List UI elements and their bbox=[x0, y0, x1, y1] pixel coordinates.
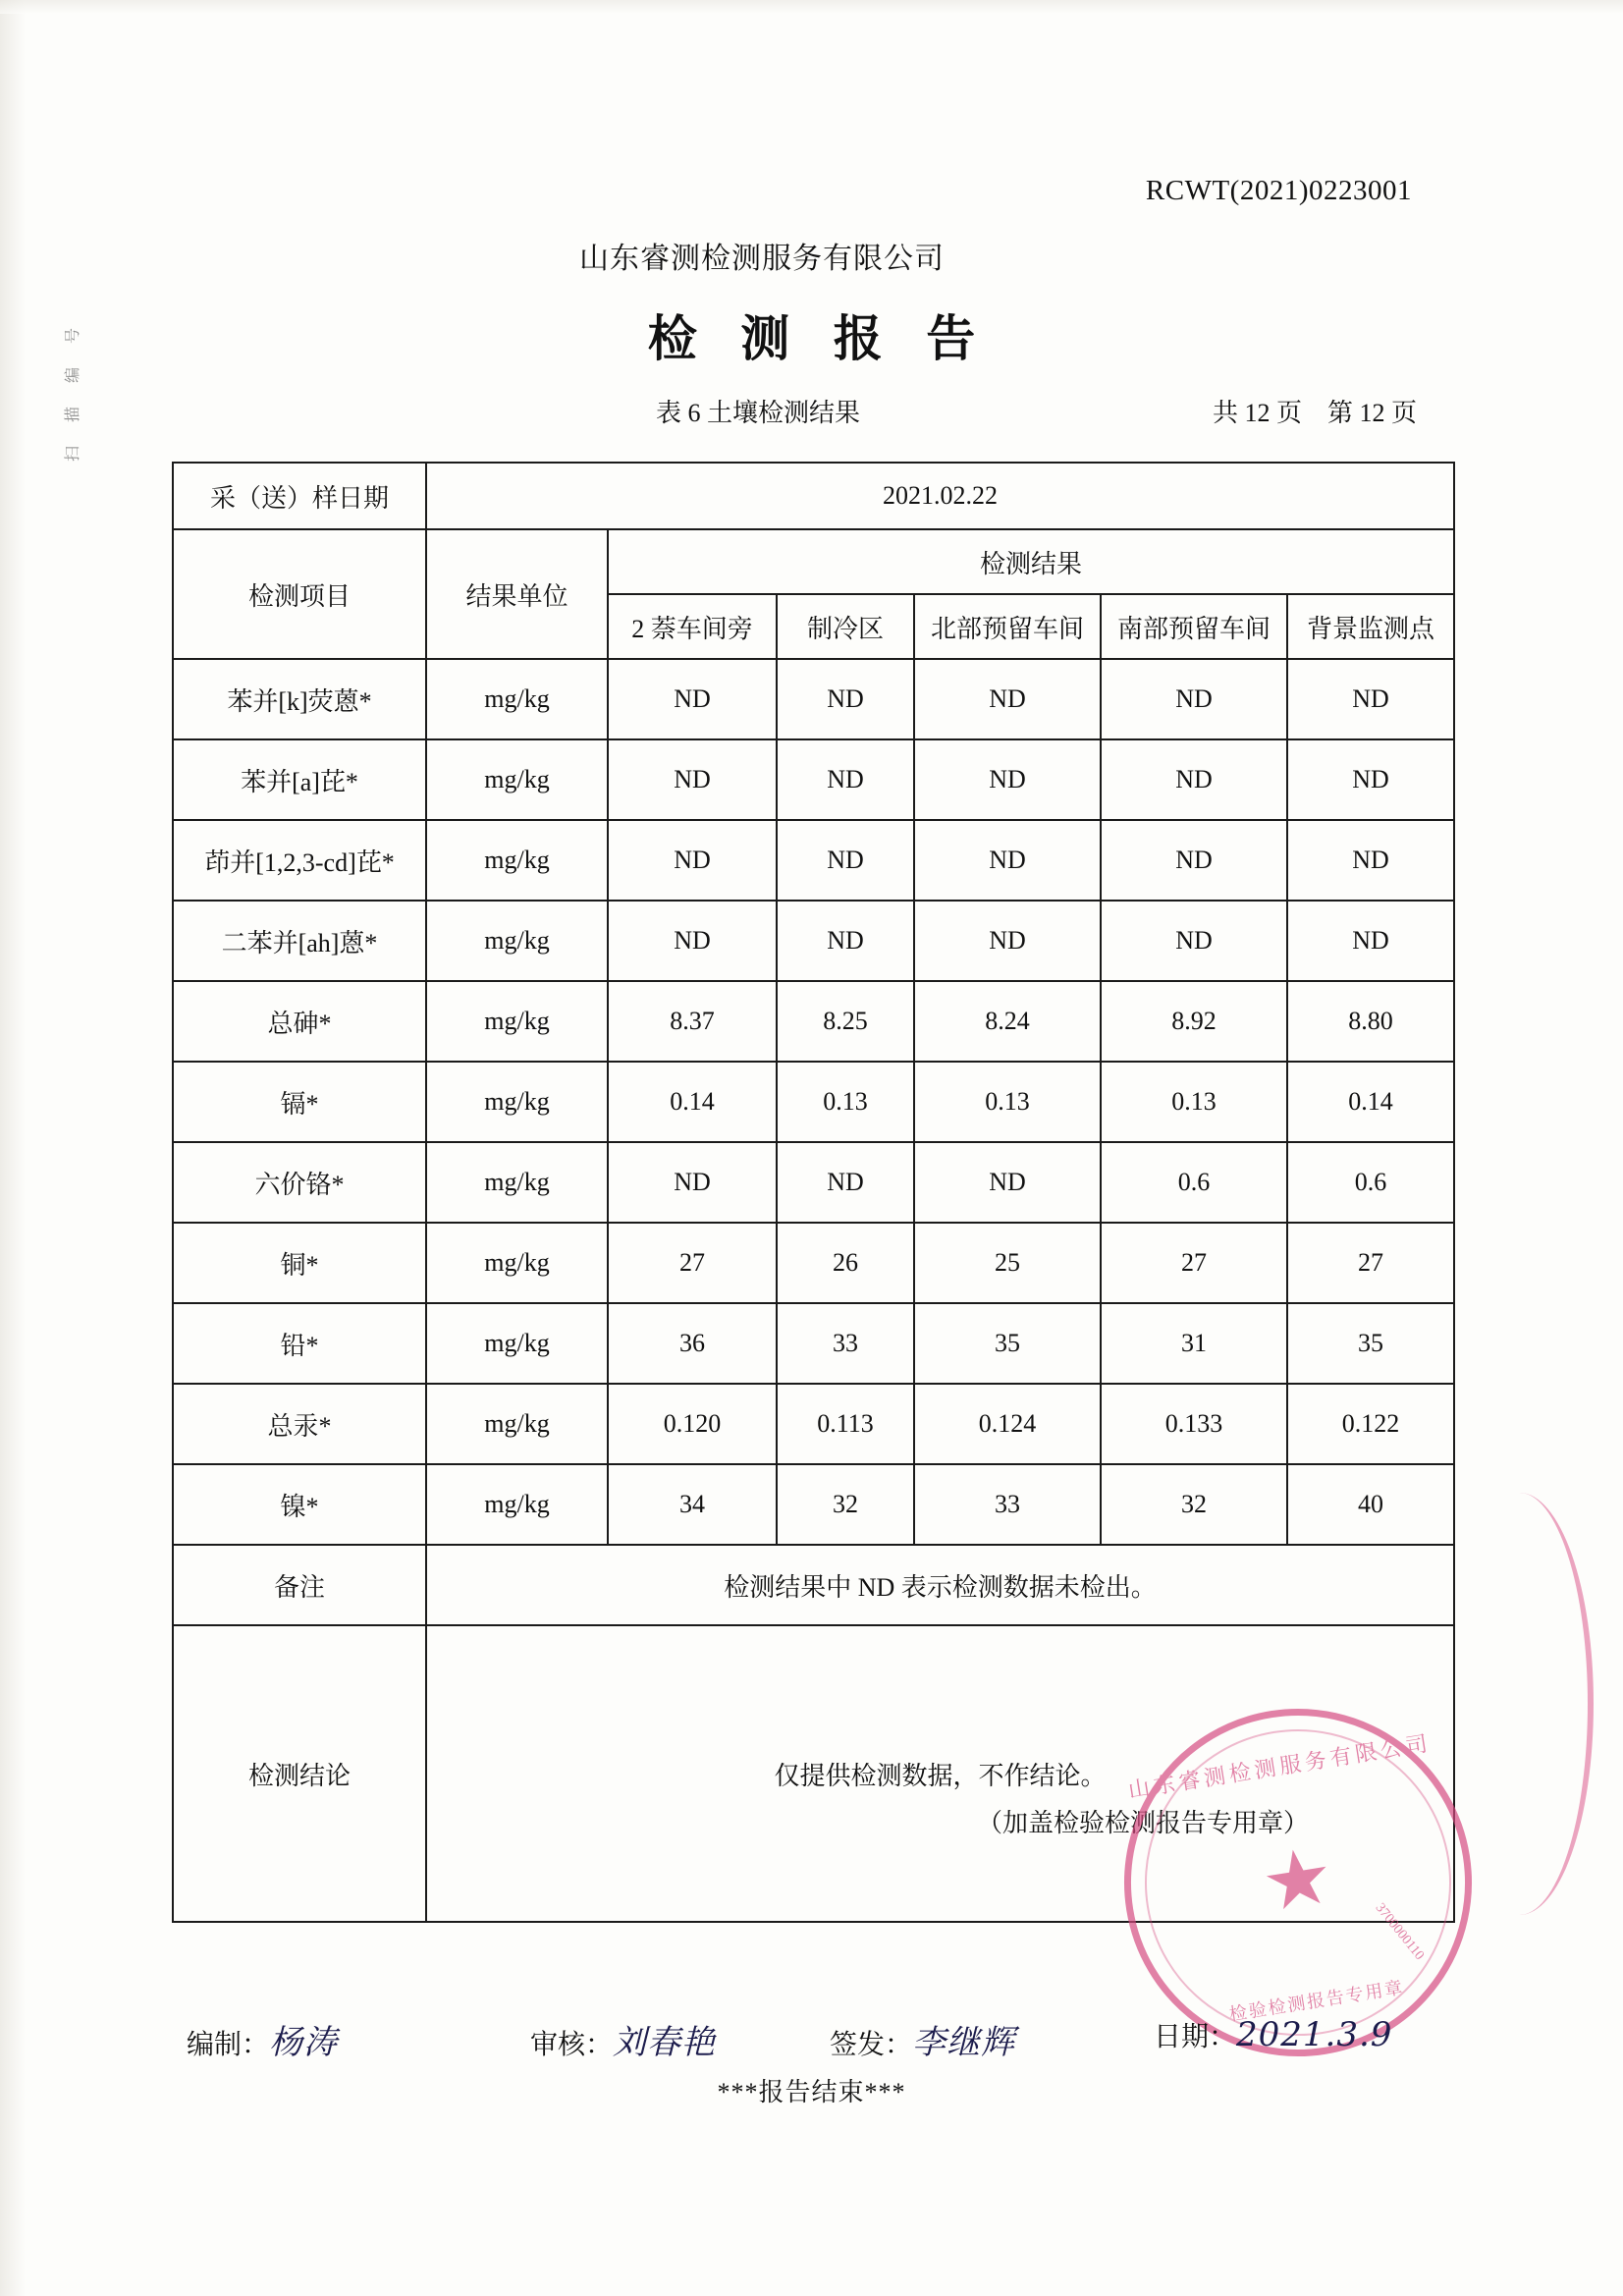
row-unit: mg/kg bbox=[426, 1384, 608, 1464]
table-row-sampling-date bbox=[173, 463, 1454, 529]
row-value: 0.122 bbox=[1287, 1384, 1454, 1464]
row-value: 27 bbox=[1101, 1223, 1287, 1303]
row-value: 0.6 bbox=[1287, 1142, 1454, 1223]
col-header-sample-4: 南部预留车间 bbox=[1101, 594, 1287, 659]
row-value: ND bbox=[1287, 820, 1454, 901]
row-value: ND bbox=[1287, 659, 1454, 739]
row-unit: mg/kg bbox=[426, 1303, 608, 1384]
row-value: ND bbox=[914, 739, 1101, 820]
page-title: 检 测 报 告 bbox=[647, 311, 992, 366]
col-header-unit: 结果单位 bbox=[426, 529, 608, 659]
note-label: 备注 bbox=[173, 1545, 426, 1625]
row-value: 0.13 bbox=[777, 1062, 914, 1142]
col-header-sample-1: 2 萘车间旁 bbox=[608, 594, 777, 659]
col-header-sample-3: 北部预留车间 bbox=[914, 594, 1101, 659]
col-header-sample-5: 背景监测点 bbox=[1287, 594, 1454, 659]
table-header-top bbox=[173, 529, 1454, 594]
report-end-mark: ***报告结束*** bbox=[717, 2078, 906, 2106]
row-value: ND bbox=[1101, 659, 1287, 739]
row-value: 33 bbox=[777, 1303, 914, 1384]
row-unit: mg/kg bbox=[426, 820, 608, 901]
row-value: ND bbox=[777, 1142, 914, 1223]
row-value: ND bbox=[608, 820, 777, 901]
row-value: 27 bbox=[1287, 1223, 1454, 1303]
row-value: 0.14 bbox=[1287, 1062, 1454, 1142]
row-value: ND bbox=[608, 901, 777, 981]
report-code: RCWT(2021)0223001 bbox=[1145, 175, 1412, 206]
reviewed-by bbox=[530, 2015, 716, 2063]
row-value: ND bbox=[777, 820, 914, 901]
row-value: 27 bbox=[608, 1223, 777, 1303]
table-row bbox=[173, 1303, 1454, 1384]
row-item: 总砷* bbox=[173, 981, 426, 1062]
row-value: 0.14 bbox=[608, 1062, 777, 1142]
row-value: ND bbox=[777, 901, 914, 981]
row-value: 0.124 bbox=[914, 1384, 1101, 1464]
row-value: 0.120 bbox=[608, 1384, 777, 1464]
row-unit: mg/kg bbox=[426, 1142, 608, 1223]
prepared-signature: 杨涛 bbox=[269, 2023, 339, 2062]
row-value: ND bbox=[608, 1142, 777, 1223]
row-value: 34 bbox=[608, 1464, 777, 1545]
row-value: ND bbox=[1101, 820, 1287, 901]
row-value: ND bbox=[608, 739, 777, 820]
col-header-item: 检测项目 bbox=[173, 529, 426, 659]
row-value: 35 bbox=[914, 1303, 1101, 1384]
table-row bbox=[173, 1223, 1454, 1303]
row-item: 苯并[a]芘* bbox=[173, 739, 426, 820]
page-count bbox=[1213, 393, 1417, 429]
row-unit: mg/kg bbox=[426, 1062, 608, 1142]
col-header-results: 检测结果 bbox=[608, 529, 1454, 594]
company-name: 山东睿测检测服务有限公司 bbox=[579, 243, 945, 275]
table-row bbox=[173, 739, 1454, 820]
row-value: ND bbox=[914, 1142, 1101, 1223]
row-value: 8.37 bbox=[608, 981, 777, 1062]
row-item: 铅* bbox=[173, 1303, 426, 1384]
date-signature: 2021.3.9 bbox=[1236, 2015, 1393, 2054]
issued-by bbox=[830, 2015, 1015, 2063]
issue-date bbox=[1154, 2015, 1392, 2054]
row-item: 总汞* bbox=[173, 1384, 426, 1464]
row-unit: mg/kg bbox=[426, 1464, 608, 1545]
row-value: ND bbox=[608, 659, 777, 739]
row-value: ND bbox=[777, 739, 914, 820]
row-value: 25 bbox=[914, 1223, 1101, 1303]
row-value: 40 bbox=[1287, 1464, 1454, 1545]
col-header-sample-2: 制冷区 bbox=[777, 594, 914, 659]
scan-edge-top bbox=[0, 0, 1623, 14]
row-value: 0.6 bbox=[1101, 1142, 1287, 1223]
row-value: 8.80 bbox=[1287, 981, 1454, 1062]
date-label: 日期： bbox=[1154, 2022, 1237, 2052]
issued-signature: 李继辉 bbox=[912, 2023, 1016, 2062]
row-unit: mg/kg bbox=[426, 1223, 608, 1303]
table-row bbox=[173, 820, 1454, 901]
reviewed-signature: 刘春艳 bbox=[613, 2023, 717, 2062]
row-value: ND bbox=[1101, 901, 1287, 981]
row-unit: mg/kg bbox=[426, 981, 608, 1062]
margin-scan-marks: 扫 描 编 号 bbox=[65, 317, 81, 462]
row-value: 0.13 bbox=[914, 1062, 1101, 1142]
table-row bbox=[173, 981, 1454, 1062]
table-row bbox=[173, 1062, 1454, 1142]
row-value: ND bbox=[914, 901, 1101, 981]
issued-label: 签发： bbox=[830, 2030, 913, 2060]
table-row bbox=[173, 1142, 1454, 1223]
row-value: 0.113 bbox=[777, 1384, 914, 1464]
row-item: 苯并[k]荧蒽* bbox=[173, 659, 426, 739]
row-value: 8.24 bbox=[914, 981, 1101, 1062]
sampling-date-label: 采（送）样日期 bbox=[173, 463, 426, 529]
row-value: 33 bbox=[914, 1464, 1101, 1545]
row-unit: mg/kg bbox=[426, 901, 608, 981]
row-item: 镉* bbox=[173, 1062, 426, 1142]
sampling-date-value: 2021.02.22 bbox=[426, 463, 1454, 529]
conclusion-stamp-note: （加盖检验检测报告专用章） bbox=[977, 1809, 1310, 1837]
table-row-note bbox=[173, 1545, 1454, 1625]
seal-bottom-text: 检验检测报告专用章 bbox=[1227, 1977, 1406, 2025]
table-row bbox=[173, 1384, 1454, 1464]
row-item: 六价铬* bbox=[173, 1142, 426, 1223]
conclusion-value: 仅提供检测数据，不作结论。 bbox=[774, 1761, 1107, 1790]
row-value: ND bbox=[1287, 739, 1454, 820]
seal-top-text: 山东睿测检测服务有限公司 bbox=[1126, 1730, 1434, 1803]
row-item: 茚并[1,2,3-cd]芘* bbox=[173, 820, 426, 901]
prepared-label: 编制： bbox=[187, 2030, 270, 2060]
seal-swash-mark bbox=[1470, 1493, 1594, 1915]
row-item: 二苯并[ah]蒽* bbox=[173, 901, 426, 981]
page-current: 第 12 页 bbox=[1326, 399, 1417, 427]
table-caption: 表 6 土壤检测结果 bbox=[656, 399, 861, 427]
table-row bbox=[173, 1464, 1454, 1545]
row-unit: mg/kg bbox=[426, 659, 608, 739]
conclusion-label: 检测结论 bbox=[173, 1625, 426, 1922]
row-value: 32 bbox=[777, 1464, 914, 1545]
row-item: 铜* bbox=[173, 1223, 426, 1303]
table-row bbox=[173, 659, 1454, 739]
row-value: ND bbox=[1101, 739, 1287, 820]
prepared-by bbox=[187, 2015, 338, 2063]
reviewed-label: 审核： bbox=[530, 2030, 614, 2060]
row-value: 31 bbox=[1101, 1303, 1287, 1384]
row-value: ND bbox=[914, 820, 1101, 901]
row-value: 26 bbox=[777, 1223, 914, 1303]
page-total: 共 12 页 bbox=[1212, 399, 1302, 427]
row-value: 0.13 bbox=[1101, 1062, 1287, 1142]
row-value: 32 bbox=[1101, 1464, 1287, 1545]
seal-code: 3700000110 bbox=[1372, 1900, 1427, 1964]
star-icon: ★ bbox=[1256, 1831, 1339, 1930]
table-row bbox=[173, 901, 1454, 981]
row-value: 35 bbox=[1287, 1303, 1454, 1384]
row-value: ND bbox=[1287, 901, 1454, 981]
row-item: 镍* bbox=[173, 1464, 426, 1545]
row-value: 0.133 bbox=[1101, 1384, 1287, 1464]
row-value: ND bbox=[777, 659, 914, 739]
row-value: ND bbox=[914, 659, 1101, 739]
row-value: 36 bbox=[608, 1303, 777, 1384]
note-value: 检测结果中 ND 表示检测数据未检出。 bbox=[426, 1545, 1454, 1625]
row-unit: mg/kg bbox=[426, 739, 608, 820]
row-value: 8.92 bbox=[1101, 981, 1287, 1062]
soil-results-table bbox=[172, 462, 1455, 1923]
row-value: 8.25 bbox=[777, 981, 914, 1062]
